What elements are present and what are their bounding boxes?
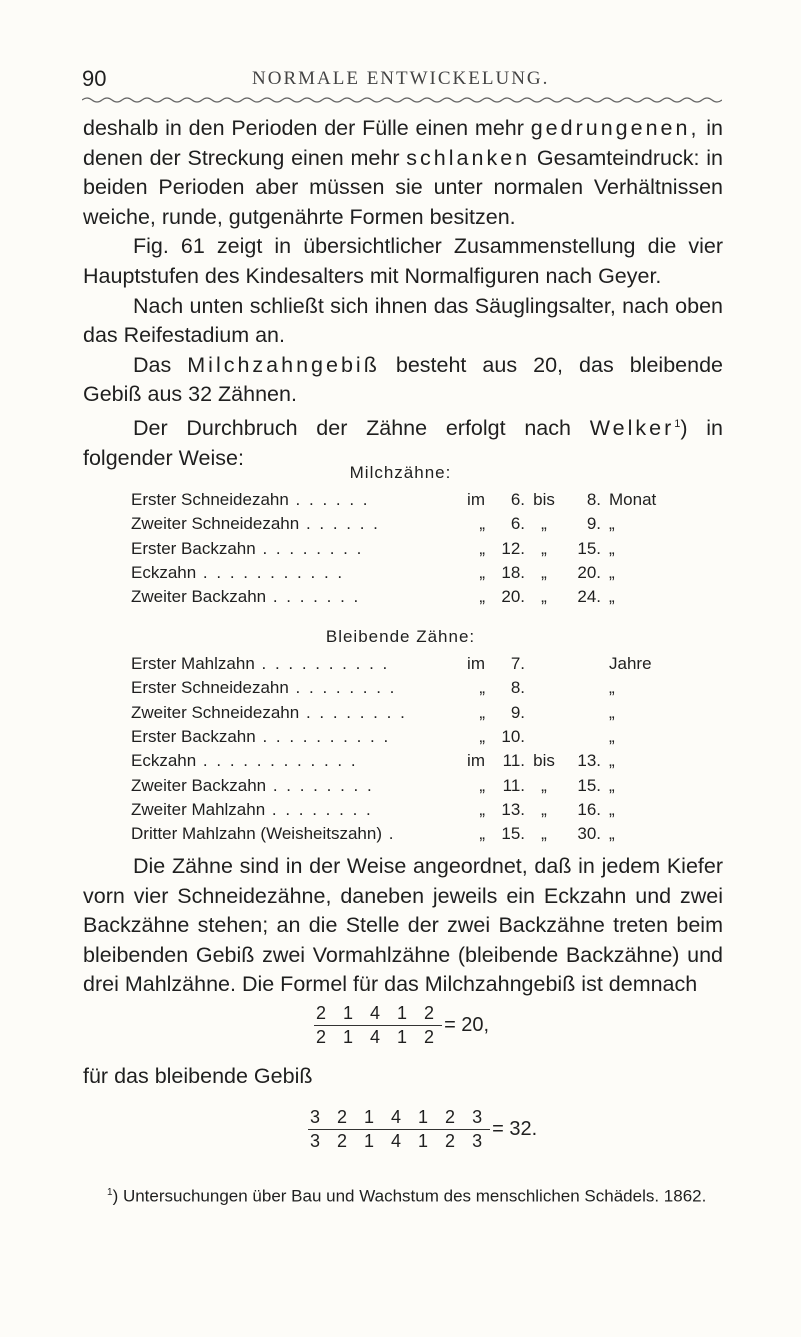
teeth-row <box>131 725 652 749</box>
age-from: 15. <box>501 824 525 844</box>
age-unit: „ <box>609 538 615 558</box>
formula-milk-result: = 20, <box>444 1014 490 1036</box>
teeth-row <box>131 561 656 585</box>
permanent-teeth-table <box>131 652 652 846</box>
age-to: 24. <box>577 587 601 607</box>
milk-teeth-heading: Milchzähne: <box>349 463 452 482</box>
age-unit: „ <box>609 514 615 534</box>
age-from: 6. <box>510 490 525 510</box>
teeth-row <box>131 798 652 822</box>
formula-permanent-denominator: 3 2 1 4 1 2 3 <box>310 1131 489 1151</box>
age-prefix: „ <box>479 824 485 844</box>
age-unit: „ <box>609 702 615 722</box>
tooth-name-leader: . . . . . . <box>288 490 370 510</box>
page-header <box>82 66 722 96</box>
age-prefix: „ <box>479 775 485 795</box>
age-to: 13. <box>577 751 601 771</box>
age-prefix: „ <box>479 702 485 722</box>
age-separator: „ <box>541 824 547 844</box>
age-prefix: im <box>467 654 485 674</box>
age-to: 20. <box>577 563 601 583</box>
teeth-row <box>131 537 656 561</box>
tooth-name: Eckzahn <box>131 563 197 583</box>
tooth-name: Dritter Mahlzahn (Weisheitszahn) <box>131 824 382 844</box>
teeth-row <box>131 512 656 536</box>
age-prefix: „ <box>479 727 485 747</box>
tooth-name-leader: . . . . . . . . <box>255 538 364 558</box>
tooth-name: Zweiter Schneidezahn <box>131 514 300 534</box>
paragraph-4: Das Milchzahngebiß besteht aus 20, das bleibende Gebiß aus 32 Zähnen. <box>83 352 723 407</box>
formula-permanent-fraction <box>308 1107 490 1152</box>
age-from: 13. <box>501 799 525 819</box>
ornamental-rule <box>82 94 722 106</box>
paragraph-1: deshalb in den Perioden der Fülle einen mehr gedrungenen, in denen der Streckung einen mehr schlanken Gesamteindruck: in beiden Perioden aber müssen sie unter normalen Verhältnissen weiche, runde, gutgenährte Formen besitzen. <box>83 116 723 229</box>
tooth-name: Erster Backzahn <box>131 538 256 558</box>
age-unit: „ <box>609 727 615 747</box>
age-unit: Monat <box>609 490 657 510</box>
age-from: 7. <box>510 654 525 674</box>
formula-milk-denominator: 2 1 4 1 2 <box>316 1027 441 1047</box>
age-to: 16. <box>577 799 601 819</box>
teeth-row <box>131 652 652 676</box>
body-text-top <box>83 114 723 473</box>
age-unit: „ <box>609 775 615 795</box>
age-separator: bis <box>533 751 555 771</box>
tooth-name-leader: . . . . . . <box>299 514 380 534</box>
age-separator: „ <box>541 775 547 795</box>
teeth-row <box>131 701 652 725</box>
tooth-name: Erster Mahlzahn <box>131 654 255 674</box>
tooth-name: Erster Backzahn <box>131 727 256 747</box>
teeth-row <box>131 676 652 700</box>
age-from: 6. <box>510 514 525 534</box>
age-prefix: „ <box>479 538 485 558</box>
age-unit: „ <box>609 824 615 844</box>
age-from: 20. <box>501 587 525 607</box>
tooth-name: Eckzahn <box>131 751 197 771</box>
tooth-name-leader: . . . . . . . . <box>299 702 407 722</box>
age-to: 8. <box>586 490 601 510</box>
age-prefix: „ <box>479 678 485 698</box>
age-prefix: im <box>467 751 485 771</box>
tooth-name-leader: . . . . . . . . <box>288 678 397 698</box>
running-title: NORMALE ENTWICKELUNG. <box>252 68 550 89</box>
teeth-row <box>131 749 652 773</box>
age-from: 11. <box>502 751 525 771</box>
age-unit: „ <box>609 751 615 771</box>
age-to: 9. <box>586 514 601 534</box>
age-prefix: im <box>467 490 485 510</box>
age-unit: „ <box>609 799 615 819</box>
formula-milk-fraction <box>314 1003 442 1048</box>
paragraph-5: Der Durchbruch der Zähne erfolgt nach Welker$^1$) in folgender Weise: <box>83 416 724 470</box>
footnote-text: ) Untersuchungen über Bau und Wachstum des menschlichen Schädels. 1862. <box>112 1186 707 1206</box>
age-prefix: „ <box>479 514 485 534</box>
permanent-teeth-heading: Bleibende Zähne: <box>325 627 476 646</box>
tooth-name-leader: . . . . . . . . <box>266 775 374 795</box>
tooth-name: Erster Schneidezahn <box>131 678 289 698</box>
age-from: 12. <box>501 538 525 558</box>
tooth-name: Zweiter Mahlzahn <box>131 799 266 819</box>
teeth-row <box>131 488 656 512</box>
age-separator: bis <box>533 490 555 510</box>
teeth-row <box>131 822 652 846</box>
tooth-name-leader: . . . . . . . . . . <box>255 727 391 747</box>
age-to: 15. <box>577 775 601 795</box>
footnote <box>83 1182 723 1208</box>
age-to: 30. <box>577 824 601 844</box>
formula-permanent-numerator: 3 2 1 4 1 2 3 <box>308 1107 490 1130</box>
permanent-intro: für das bleibende Gebiß <box>83 1064 313 1088</box>
tooth-name: Zweiter Backzahn <box>131 775 267 795</box>
formula-permanent <box>308 1107 537 1152</box>
paragraph-3: Nach unten schließt sich ihnen das Säuglingsalter, nach oben das Reifestadium an. <box>83 293 723 348</box>
age-unit: Jahre <box>609 654 652 674</box>
age-unit: „ <box>609 563 615 583</box>
tooth-name-leader: . . . . . . . . <box>265 799 373 819</box>
age-from: 10. <box>501 727 525 747</box>
body-text-bottom <box>83 852 723 1000</box>
age-prefix: „ <box>479 563 485 583</box>
age-prefix: „ <box>479 799 485 819</box>
age-from: 8. <box>510 678 525 698</box>
teeth-row <box>131 773 652 797</box>
footnote-marker: 1 <box>107 1187 113 1198</box>
paragraph-2: Fig. 61 zeigt in übersichtlicher Zusammenstellung die vier Hauptstufen des Kindesalters mit Normalfiguren nach Geyer. <box>83 234 723 288</box>
age-from: 11. <box>502 775 525 795</box>
age-separator: „ <box>541 587 547 607</box>
paragraph-6: Die Zähne sind in der Weise angeordnet, daß in jedem Kiefer vorn vier Schneidezähne, daneben jeweils ein Eckzahn und zwei Backzähne stehen; an die Stelle der zwei Backzähne treten beim bleibenden Gebiß zwei Vormahlzähne (bleibende Backzähne) und drei Mahlzähne. Die Formel für das Milchzahngebiß ist demnach <box>83 854 723 997</box>
tooth-name-leader: . . . . . . . . . . <box>254 654 390 674</box>
tooth-name-leader: . . . . . . . <box>266 587 361 607</box>
age-from: 18. <box>501 563 525 583</box>
age-from: 9. <box>510 702 525 722</box>
formula-milk <box>314 1003 489 1048</box>
age-separator: „ <box>541 563 547 583</box>
age-to: 15. <box>577 538 601 558</box>
age-unit: „ <box>609 678 615 698</box>
milk-teeth-table <box>131 488 656 609</box>
teeth-row <box>131 585 656 609</box>
age-separator: „ <box>541 799 547 819</box>
age-separator: „ <box>541 514 547 534</box>
formula-milk-numerator: 2 1 4 1 2 <box>314 1003 442 1026</box>
tooth-name-leader: . <box>382 824 396 844</box>
page-number: 90 <box>82 66 107 91</box>
age-separator: „ <box>541 538 547 558</box>
formula-permanent-result: = 32. <box>492 1118 538 1140</box>
tooth-name-leader: . . . . . . . . . . . <box>196 563 345 583</box>
tooth-name: Zweiter Schneidezahn <box>131 702 300 722</box>
tooth-name-leader: . . . . . . . . . . . . <box>196 751 358 771</box>
age-prefix: „ <box>479 587 485 607</box>
tooth-name: Zweiter Backzahn <box>131 587 267 607</box>
tooth-name: Erster Schneidezahn <box>131 490 289 510</box>
age-unit: „ <box>609 587 615 607</box>
